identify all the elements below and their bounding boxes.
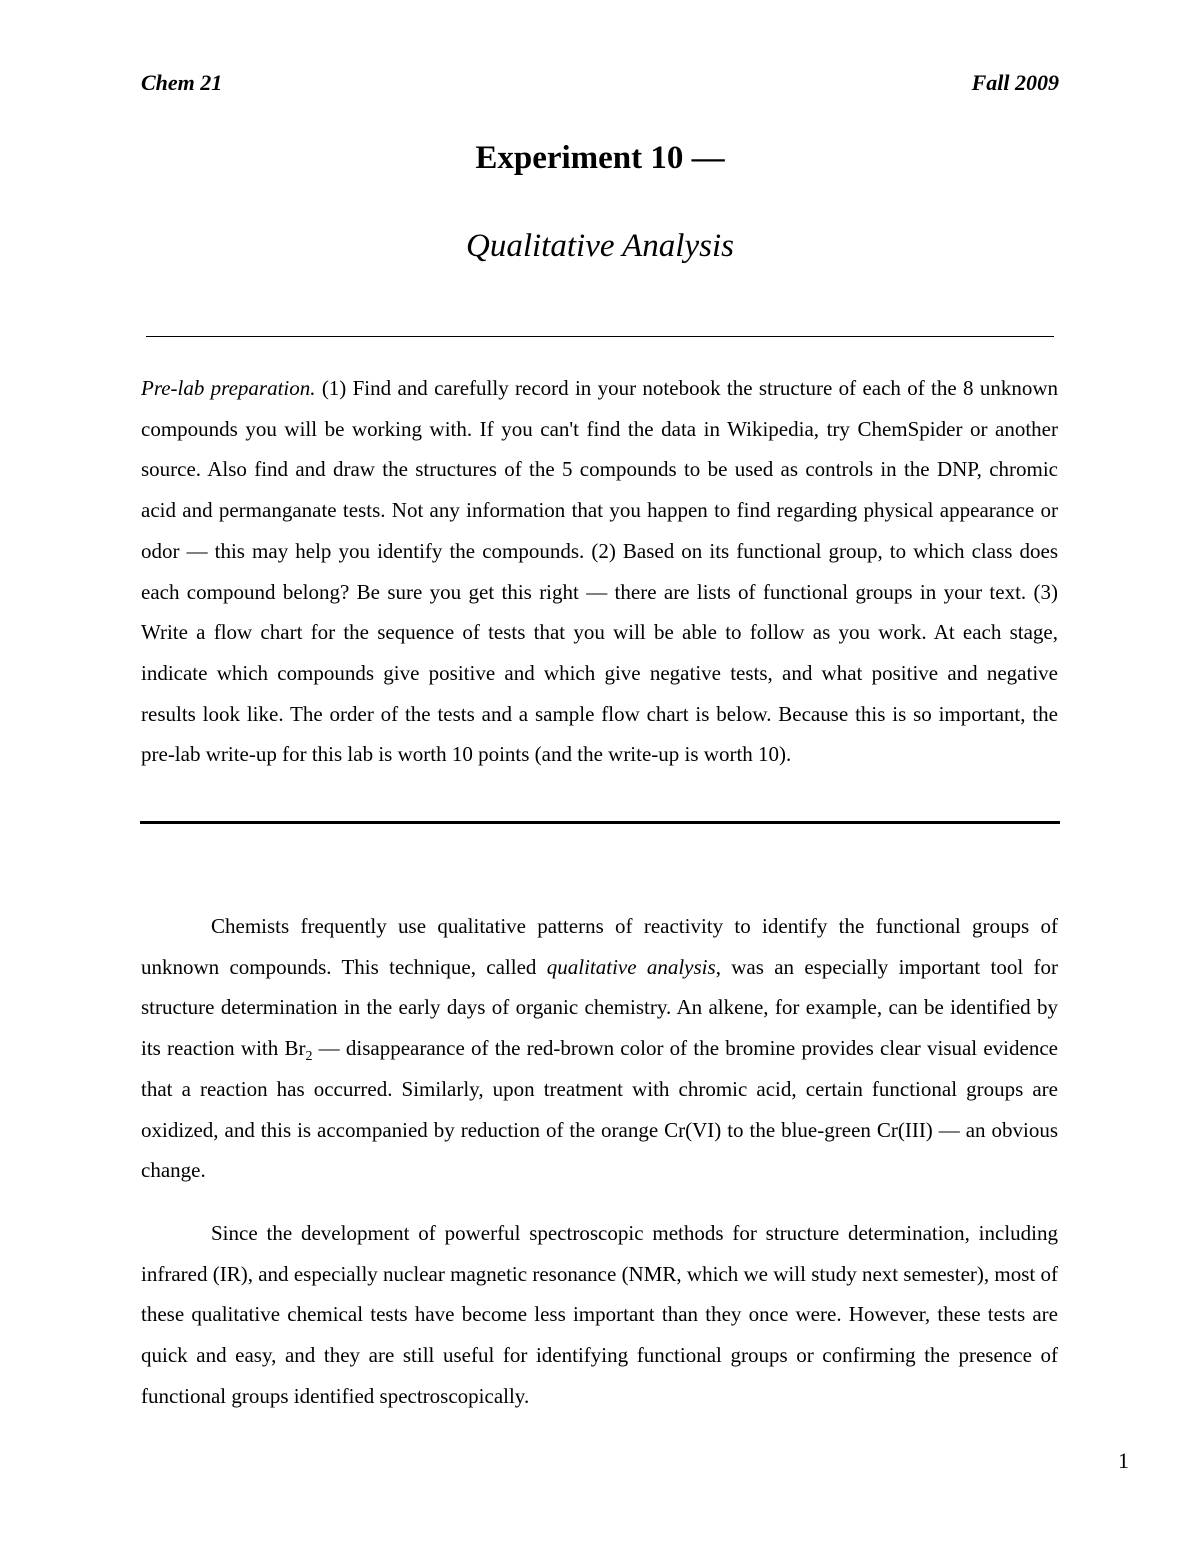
- bromine-subscript: 2: [305, 1049, 313, 1065]
- title-divider: [146, 336, 1054, 337]
- prelab-paragraph: [141, 368, 1058, 775]
- page-title: Experiment 10 —: [475, 140, 725, 176]
- prelab-label: Pre-lab preparation.: [141, 376, 316, 400]
- intro-text-a: Chemists frequently use qualitative patterns of reactivity to identify the functional groups of unknown compounds. This technique, called: [141, 914, 1058, 979]
- intro-text-c: — disappearance of the red-brown color of the bromine provides clear visual evidence that a reaction has occurred. Similarly, upon treatment with chromic acid, certain functional groups are oxidized, and this is accompanied by reduction of the orange Cr(VI) to the blue-green Cr(III) — an obvious change.: [141, 1036, 1058, 1183]
- intro-text-b: , was an especially important tool for structure determination in the early days of organic chemistry. An alkene, for example, can be identified by its reaction with Br: [141, 954, 1058, 1061]
- intro-emphasis: qualitative analysis: [546, 954, 716, 979]
- page-subtitle: Qualitative Analysis: [466, 228, 734, 264]
- term-header: Fall 2009: [971, 70, 1059, 95]
- course-header: Chem 21: [141, 70, 223, 95]
- spectroscopy-paragraph: Since the development of powerful spectroscopic methods for structure determination, including infrared (IR), and especially nuclear magnetic resonance (NMR, which we will study next semester), most of these qualitative chemical tests have become less important than they once were. However, these tests are quick and easy, and they are still useful for identifying functional groups or confirming the presence of functional groups identified spectroscopically.: [141, 1221, 1058, 1408]
- prelab-text: (1) Find and carefully record in your notebook the structure of each of the 8 unknown compounds you will be working with. If you can't find the data in Wikipedia, try ChemSpider or another source. Also find and draw the structures of the 5 compounds to be used as controls in the DNP, chromic acid and permanganate tests. Not any information that you happen to find regarding physical appearance or odor — this may help you identify the compounds. (2) Based on its functional group, to which class does each compound belong? Be sure you get this right — there are lists of functional groups in your text. (3) Write a flow chart for the sequence of tests that you will be able to follow as you work. At each stage, indicate which compounds give positive and which give negative tests, and what positive and negative results look like. The order of the tests and a sample flow chart is below. Because this is so important, the pre-lab write-up for this lab is worth 10 points (and the write-up is worth 10).: [141, 376, 1058, 767]
- prelab-divider: [140, 821, 1060, 824]
- intro-paragraph: [141, 906, 1058, 1191]
- page-number: 1: [1118, 1448, 1129, 1473]
